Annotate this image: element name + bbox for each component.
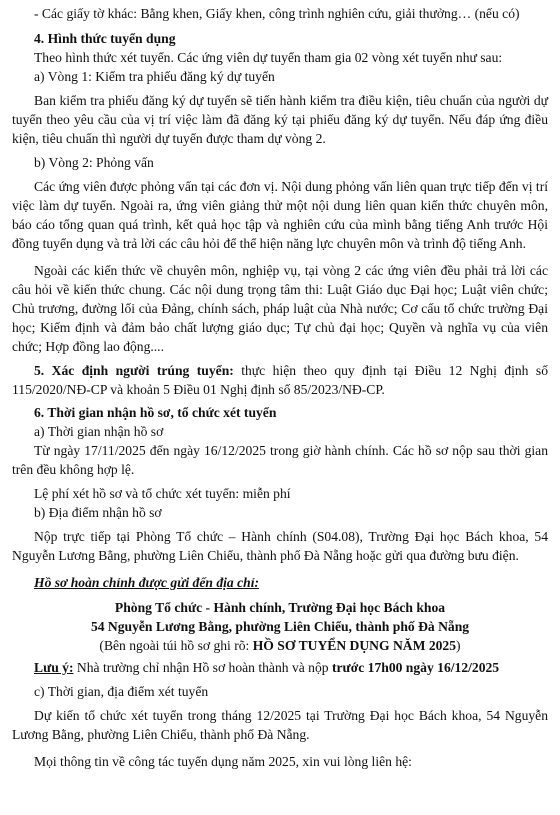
section-5-text: thực hiện theo quy định tại Điều 12 Nghị định số 115/2020/NĐ-CP và khoản 5 Điều 01 Nghị định số 85/2023/NĐ-CP. [12, 363, 548, 397]
round-2-title: b) Vòng 2: Phỏng vấn [34, 155, 154, 170]
address-line-2: 54 Nguyễn Lương Bằng, phường Liên Chiểu, thành phố Đà Nẵng [90, 619, 470, 634]
section-6-heading: 6. Thời gian nhận hồ sơ, tổ chức xét tuyển [34, 405, 277, 420]
recruitment-form-text: Theo hình thức xét tuyển. Các ứng viên dự tuyển tham gia 02 vòng xét tuyển như sau: [34, 50, 503, 65]
receive-time-text: Từ ngày 17/11/2025 đến ngày 16/12/2025 trong giờ hành chính. Các hồ sơ nộp sau thời gian trên đều không hợp lệ. [12, 443, 548, 477]
review-time-place-text: Dự kiến tổ chức xét tuyển trong tháng 12/2025 tại Trường Đại học Bách khoa, 54 Nguyễn Lương Bằng, phường Liên Chiểu, thành phố Đà Nẵng. [12, 708, 548, 742]
envelope-note [12, 636, 548, 655]
receive-time-title: a) Thời gian nhận hồ sơ [34, 424, 164, 439]
receive-place-title: b) Địa điểm nhận hồ sơ [34, 505, 162, 520]
note-deadline: trước 17h00 ngày 16/12/2025 [331, 660, 500, 675]
review-time-place-title: c) Thời gian, địa điểm xét tuyển [34, 684, 209, 699]
address-line-1: Phòng Tổ chức - Hành chính, Trường Đại học Bách khoa [114, 600, 446, 615]
section-4-heading: 4. Hình thức tuyển dụng [34, 31, 176, 46]
round-1-text: Ban kiểm tra phiếu đăng ký dự tuyển sẽ tiến hành kiểm tra điều kiện, tiêu chuẩn của người dự tuyển theo yêu cầu của vị trí việc làm đã đăng ký tại phiếu đăng ký dự tuyển. Nếu đáp ứng điều kiện, tiêu chuẩn thì người dự tuyển được tham dự vòng 2. [12, 93, 548, 146]
other-documents-text: - Các giấy tờ khác: Bằng khen, Giấy khen, công trình nghiên cứu, giải thưởng… (nếu có) [34, 6, 520, 21]
receive-place-text: Nộp trực tiếp tại Phòng Tổ chức – Hành chính (S04.08), Trường Đại học Bách khoa, 54 Nguyễn Lương Bằng, phường Liên Chiểu, thành phố Đà Nẵng hoặc gửi qua đường bưu điện. [12, 529, 548, 563]
envelope-label: HỒ SƠ TUYỂN DỤNG NĂM 2025 [252, 638, 457, 653]
note-text: Nhà trường chỉ nhận Hồ sơ hoàn thành và nộp [73, 660, 332, 675]
mailing-address-block [12, 598, 548, 655]
deadline-note [12, 658, 548, 677]
envelope-prefix: (Bên ngoài túi hồ sơ ghi rõ: [99, 638, 253, 653]
round-1-title: a) Vòng 1: Kiểm tra phiếu đăng ký dự tuyển [34, 69, 275, 84]
envelope-suffix: ) [456, 638, 461, 653]
contact-text: Mọi thông tin về công tác tuyển dụng năm 2025, xin vui lòng liên hệ: [34, 754, 412, 769]
note-label: Lưu ý: [34, 660, 74, 675]
round-2-text: Các ứng viên được phỏng vấn tại các đơn vị. Nội dung phỏng vấn liên quan trực tiếp đến vị trí việc làm dự tuyển. Ngoài ra, ứng viên giảng thử một nội dung liên quan kiến thức chuyên môn, báo cáo tổng quan quá trình, kết quả học tập và nghiên cứu của mình bằng tiếng Anh trước Hội đồng tuyển dụng và trả lời các câu hỏi để thể hiện năng lực chuyên môn và trình độ tiếng Anh. [12, 179, 548, 251]
section-5-paragraph [12, 361, 548, 399]
fee-text: Lệ phí xét hồ sơ và tổ chức xét tuyển: miễn phí [34, 486, 291, 501]
section-5-heading: 5. Xác định người trúng tuyển: [34, 363, 234, 378]
round-2-general-knowledge-text: Ngoài các kiến thức về chuyên môn, nghiệp vụ, tại vòng 2 các ứng viên đều phải trả lời các câu hỏi về kiến thức chung. Các nội dung trọng tâm thi: Luật Giáo dục Đại học; Luật viên chức; Chủ trương, đường lối của Đảng, chính sách, pháp luật của Nhà nước; Cơ cấu tổ chức trường Đại học; Kiểm định và đảm bảo chất lượng giáo dục; Tự chủ đại học; Quyền và nghĩa vụ của viên chức; Hợp đồng lao động.... [12, 263, 548, 354]
send-address-heading: Hồ sơ hoàn chỉnh được gửi đến địa chỉ: [34, 575, 259, 590]
